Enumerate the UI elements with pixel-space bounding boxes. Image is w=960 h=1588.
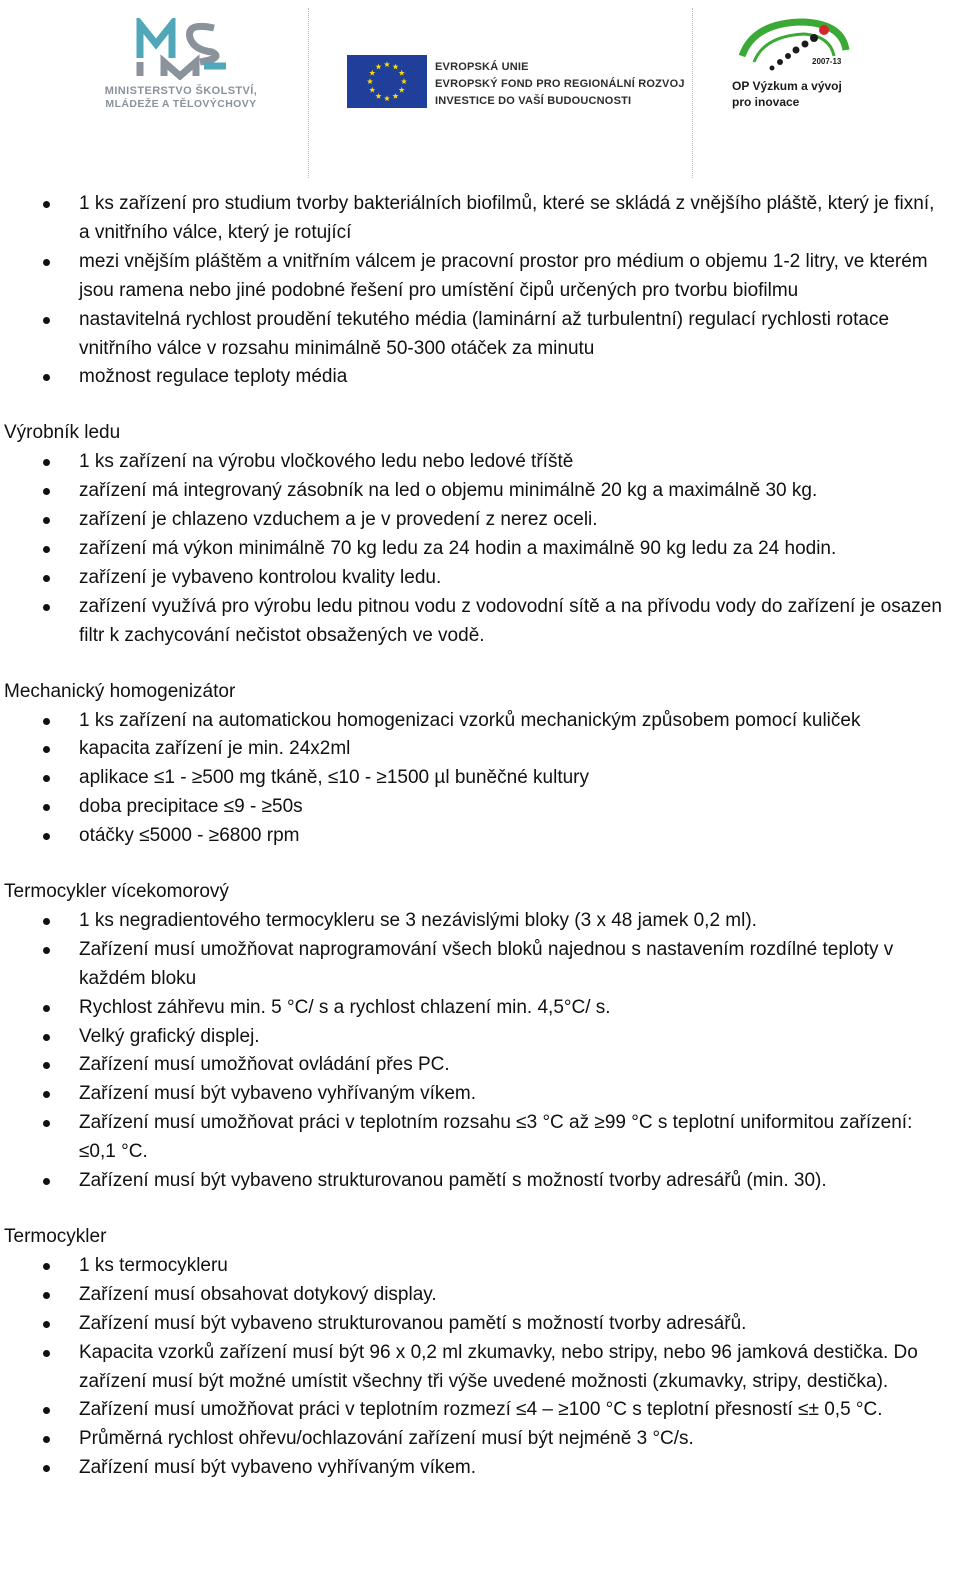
eu-logo-line2: EVROPSKÝ FOND PRO REGIONÁLNÍ ROZVOJ xyxy=(435,78,685,90)
list-item xyxy=(0,1310,956,1339)
list-item xyxy=(0,1252,956,1281)
list-item-text: 1 ks negradientového termocykleru se 3 nezávislými bloky (3 x 48 jamek 0,2 ml). xyxy=(79,909,757,931)
bullet-icon xyxy=(43,1465,50,1472)
op-vavpi-logo xyxy=(728,16,868,116)
list-item-text: doba precipitace ≤9 - ≥50s xyxy=(79,796,303,818)
list-item-text: Průměrná rychlost ohřevu/ochlazování zařízení musí být nejméně 3 °C/s. xyxy=(79,1428,694,1450)
bullet-icon xyxy=(43,1436,50,1443)
list-item xyxy=(0,1281,956,1310)
list-item-text: 1 ks zařízení na automatickou homogenizaci vzorků mechanickým způsobem pomocí kuliček xyxy=(79,709,861,731)
list-item-text: Rychlost záhřevu min. 5 °C/ s a rychlost chlazení min. 4,5°C/ s. xyxy=(79,996,611,1018)
list-item-text: Zařízení musí být vybaveno vyhřívaným víkem. xyxy=(79,1457,477,1479)
page-header xyxy=(0,0,960,180)
bullet-icon xyxy=(43,1350,50,1357)
list-item-text: Kapacita vzorků zařízení musí být 96 x 0,2 ml zkumavky, nebo stripy, nebo 96 jamková destička. Do zařízení musí být možné umístit všechny tři výše uvedené možnosti (zkumavky, stripy, destička). xyxy=(79,1341,918,1392)
bullet-icon xyxy=(43,201,50,208)
section-heading: Mechanický homogenizátor xyxy=(4,680,236,702)
bullet-icon xyxy=(43,718,50,725)
bullet-icon xyxy=(43,1321,50,1328)
bullet-icon xyxy=(43,459,50,466)
list-item xyxy=(0,448,956,477)
list-item xyxy=(0,1080,956,1109)
bullet-list xyxy=(0,448,956,650)
list-item xyxy=(0,1425,956,1454)
bullet-icon xyxy=(43,746,50,753)
list-item-text: nastavitelná rychlost proudění tekutého média (laminární až turbulentní) regulací rychlosti rotace vnitřního válce v rozsahu minimálně 50-300 otáček za minutu xyxy=(79,308,890,359)
list-item xyxy=(0,593,956,651)
bullet-icon xyxy=(43,1292,50,1299)
msmt-logo-mark xyxy=(134,18,230,80)
msmt-logo-line2: MLÁDEŽE A TĚLOVÝCHOVY xyxy=(105,98,257,110)
spec-section xyxy=(0,190,956,392)
op-logo-line2: pro inovace xyxy=(732,95,800,109)
bullet-icon xyxy=(43,1178,50,1185)
bullet-icon xyxy=(43,1062,50,1069)
spec-section xyxy=(0,678,956,851)
list-item xyxy=(0,707,956,736)
list-item xyxy=(0,936,956,994)
list-item xyxy=(0,190,956,248)
list-item xyxy=(0,363,956,392)
list-item-text: Zařízení musí obsahovat dotykový display. xyxy=(79,1283,437,1305)
spec-section xyxy=(0,1223,956,1483)
list-item xyxy=(0,564,956,593)
eu-flag-icon xyxy=(347,55,427,108)
list-item xyxy=(0,477,956,506)
bullet-icon xyxy=(43,1407,50,1414)
list-item xyxy=(0,1454,956,1483)
list-item xyxy=(0,1167,956,1196)
op-vavpi-logo-mark xyxy=(734,16,852,78)
bullet-icon xyxy=(43,517,50,524)
list-item-text: 1 ks zařízení pro studium tvorby bakteriálních biofilmů, které se skládá z vnějšího pláště, který je fixní, a vnitřního válce, který je rotující xyxy=(79,193,935,243)
bullet-list xyxy=(0,190,956,392)
list-item-text: Zařízení musí být vybaveno strukturovanou pamětí s možností tvorby adresářů (min. 30). xyxy=(79,1170,827,1192)
list-item-text: Zařízení musí být vybaveno strukturovanou pamětí s možností tvorby adresářů. xyxy=(79,1312,747,1334)
list-item-text: Zařízení musí umožňovat práci v teplotním rozmezí ≤4 – ≥100 °C s teplotní přesností ≤± 0,5 °C. xyxy=(79,1399,883,1421)
bullet-icon xyxy=(43,317,50,324)
bullet-icon xyxy=(43,546,50,553)
list-item xyxy=(0,1109,956,1167)
document-body xyxy=(0,190,956,1483)
list-item xyxy=(0,994,956,1023)
bullet-icon xyxy=(43,1005,50,1012)
bullet-icon xyxy=(43,1091,50,1098)
spec-section xyxy=(0,419,956,650)
eu-logo xyxy=(347,55,685,111)
list-item-text: aplikace ≤1 - ≥500 mg tkáně, ≤10 - ≥1500 µl buněčné kultury xyxy=(79,767,589,789)
eu-logo-text xyxy=(435,59,685,110)
list-item xyxy=(0,535,956,564)
list-item xyxy=(0,248,956,306)
list-item-text: 1 ks zařízení na výrobu vločkového ledu nebo ledové tříště xyxy=(79,451,574,473)
list-item xyxy=(0,907,956,936)
bullet-icon xyxy=(43,488,50,495)
bullet-icon xyxy=(43,374,50,381)
list-item-text: zařízení využívá pro výrobu ledu pitnou vodu z vodovodní sítě a na přívodu vody do zařízení je osazen filtr k zachycování nečistot obsažených ve vodě. xyxy=(79,595,942,646)
bullet-icon xyxy=(43,604,50,611)
list-item-text: zařízení je chlazeno vzduchem a je v provedení z nerez oceli. xyxy=(79,509,598,531)
bullet-icon xyxy=(43,833,50,840)
list-item xyxy=(0,793,956,822)
list-item-text: možnost regulace teploty média xyxy=(79,366,348,388)
bullet-icon xyxy=(43,259,50,266)
list-item-text: zařízení má integrovaný zásobník na led o objemu minimálně 20 kg a maximálně 30 kg. xyxy=(79,480,818,502)
header-divider xyxy=(308,8,309,178)
bullet-icon xyxy=(43,804,50,811)
section-heading: Termocykler xyxy=(4,1226,107,1247)
bullet-icon xyxy=(43,918,50,925)
list-item-text: otáčky ≤5000 - ≥6800 rpm xyxy=(79,825,300,847)
list-item-text: zařízení má výkon minimálně 70 kg ledu za 24 hodin a maximálně 90 kg ledu za 24 hodin. xyxy=(79,537,837,559)
msmt-logo-line1: MINISTERSTVO ŠKOLSTVÍ, xyxy=(104,85,258,97)
bullet-list xyxy=(0,907,956,1196)
bullet-list xyxy=(0,1252,956,1483)
list-item xyxy=(0,764,956,793)
section-heading: Výrobník ledu xyxy=(4,422,121,444)
list-item-text: mezi vnějším pláštěm a vnitřním válcem je pracovní prostor pro médium o objemu 1-2 litry, ve kterém jsou ramena nebo jiné podobné řešení pro umístění čipů určených pro tvorbu biofilmu xyxy=(79,250,928,301)
bullet-icon xyxy=(43,947,50,954)
bullet-icon xyxy=(43,1034,50,1041)
list-item-text: Zařízení musí umožňovat ovládání přes PC. xyxy=(79,1054,450,1076)
spec-section xyxy=(0,878,956,1196)
op-logo-line1: OP Výzkum a vývoj xyxy=(732,79,842,93)
bullet-list xyxy=(0,707,956,852)
list-item xyxy=(0,1339,956,1397)
op-logo-year: 2007-13 xyxy=(812,57,842,66)
list-item-text: Zařízení musí umožňovat naprogramování všech bloků najednou s nastavením rozdílné teploty v každém bloku xyxy=(79,938,894,989)
bullet-icon xyxy=(43,1263,50,1270)
header-divider xyxy=(692,8,693,178)
bullet-icon xyxy=(43,575,50,582)
eu-logo-line1: EVROPSKÁ UNIE xyxy=(435,61,529,73)
list-item xyxy=(0,306,956,364)
list-item-text: 1 ks termocykleru xyxy=(79,1254,228,1276)
list-item xyxy=(0,1023,956,1052)
list-item xyxy=(0,735,956,764)
bullet-icon xyxy=(43,1120,50,1127)
list-item xyxy=(0,1396,956,1425)
list-item-text: Zařízení musí být vybaveno vyhřívaným víkem. xyxy=(79,1083,477,1105)
list-item xyxy=(0,506,956,535)
list-item-text: Zařízení musí umožňovat práci v teplotním rozsahu ≤3 °C až ≥99 °C s teplotní uniformitou zařízení: ≤0,1 °C. xyxy=(79,1112,913,1163)
list-item-text: Velký grafický displej. xyxy=(79,1025,260,1047)
list-item xyxy=(0,822,956,851)
list-item-text: kapacita zařízení je min. 24x2ml xyxy=(79,738,351,760)
eu-logo-line3: INVESTICE DO VAŠÍ BUDOUCNOSTI xyxy=(435,95,632,107)
op-logo-text xyxy=(732,78,842,110)
msmt-logo xyxy=(86,18,276,113)
list-item-text: zařízení je vybaveno kontrolou kvality ledu. xyxy=(79,566,442,588)
section-heading: Termocykler vícekomorový xyxy=(4,881,229,903)
bullet-icon xyxy=(43,775,50,782)
list-item xyxy=(0,1051,956,1080)
